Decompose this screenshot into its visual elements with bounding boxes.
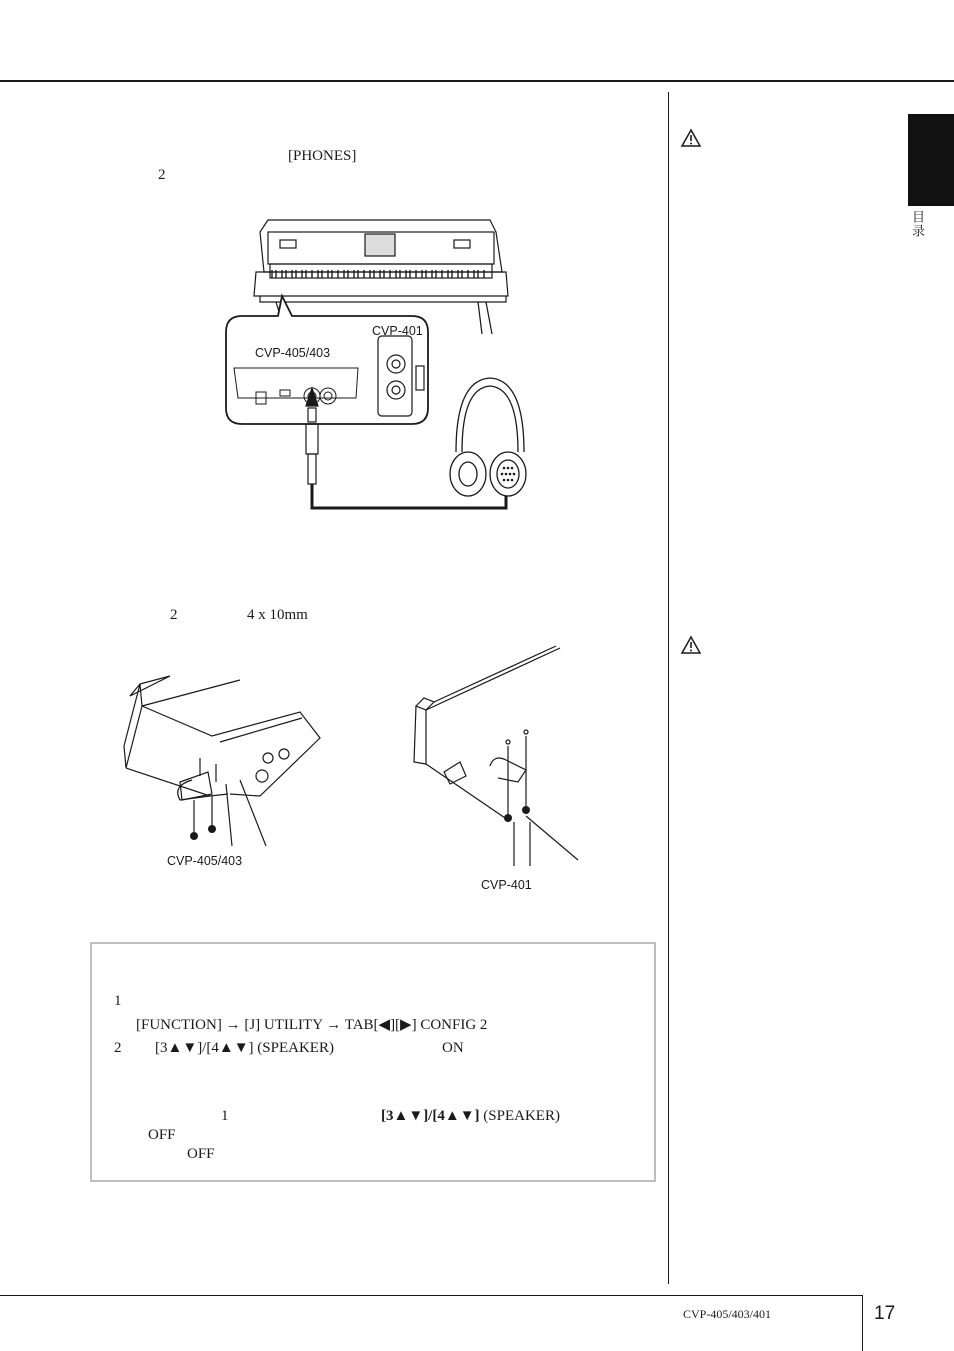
footer-model: CVP-405/403/401	[683, 1307, 772, 1321]
phones-jack-label: [PHONES]	[288, 148, 357, 164]
note-restore-off2: OFF	[187, 1146, 215, 1162]
note-restore-buttons	[381, 1108, 560, 1125]
menu-utility: [J] UTILITY	[244, 1017, 323, 1033]
restore-speaker: (SPEAKER)	[483, 1108, 560, 1124]
page-number: 17	[874, 1303, 896, 1324]
caution-icon	[681, 636, 701, 654]
chapter-tab-label: 目录	[910, 210, 925, 238]
header-rule	[0, 80, 954, 82]
menu-tab: TAB[◀][▶] CONFIG 2	[344, 1017, 488, 1033]
footer-rule	[0, 1295, 862, 1296]
page-number-divider	[862, 1295, 863, 1351]
arrow-icon: →	[326, 1017, 342, 1033]
chapter-tab	[908, 114, 954, 206]
note-step2-value: ON	[442, 1040, 464, 1056]
note-restore-step: 1	[221, 1108, 229, 1124]
figure-label-cvp401: CVP-401	[372, 324, 423, 338]
note-box	[90, 942, 656, 1182]
arrow-icon: →	[225, 1017, 241, 1033]
hanger-quantity: 2	[170, 607, 178, 623]
menu-function: [FUNCTION]	[136, 1017, 222, 1033]
headphone-connection-illustration	[220, 212, 540, 512]
note-step1-number: 1	[114, 993, 122, 1009]
note-step2-number: 2	[114, 1040, 122, 1056]
figure-label-right: CVP-401	[481, 878, 532, 892]
hanger-illustration-cvp401	[410, 646, 586, 866]
figure-label-left: CVP-405/403	[167, 854, 243, 868]
phones-step-number: 2	[158, 167, 166, 183]
restore-buttons-bold: [3▲▼]/[4▲▼]	[381, 1108, 480, 1124]
hanger-illustration-cvp405-403	[120, 676, 340, 856]
figure-label-cvp405-403: CVP-405/403	[255, 346, 331, 360]
caution-icon	[681, 129, 701, 147]
note-menu-path	[136, 1015, 487, 1034]
sidebar-divider	[668, 92, 669, 1284]
note-step2-buttons: [3▲▼]/[4▲▼] (SPEAKER)	[155, 1040, 334, 1056]
note-restore-off1: OFF	[148, 1127, 176, 1143]
hanger-screw-size: 4 x 10mm	[247, 607, 308, 623]
